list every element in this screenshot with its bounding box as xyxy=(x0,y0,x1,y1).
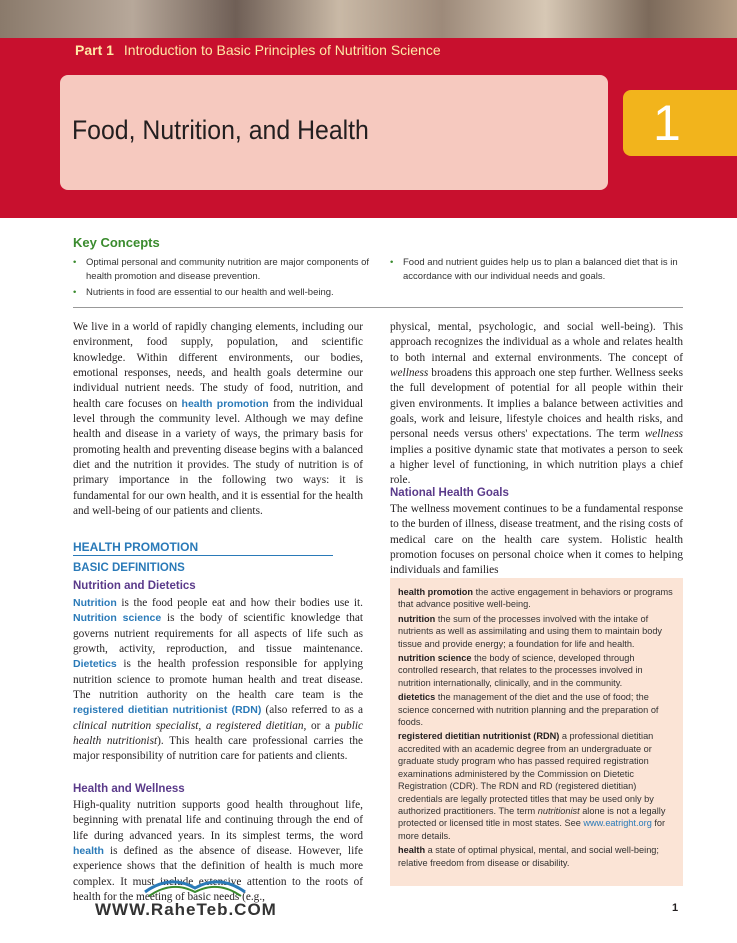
glossary-definition: a state of optimal physical, mental, and social well-being; relative freedom from disease or disability. xyxy=(398,845,659,868)
key-concept-item: • Nutrients in food are essential to our health and well-being. xyxy=(73,286,373,300)
glossary-definition: the sum of the processes involved with the intake of nutrients as well as assimilating and using them to maintain body tissue and provide energy; a foundation for life and health. xyxy=(398,613,663,649)
watermark xyxy=(75,870,325,922)
text: is defined as the absence of disease. However, life experience shows that the definition of health is much more complex. It must include extensive attention to the roots of health for the meeting of basic needs (e.g., xyxy=(73,845,363,904)
key-concepts-right xyxy=(390,256,690,286)
text: is the health profession responsible for applying nutrition science to promote human health and treat disease. The nutrition authority on the health care team is the xyxy=(73,658,363,702)
key-concept-item: • Optimal personal and community nutrition are major components of health promotion and disease prevention. xyxy=(73,256,373,284)
part-title: Introduction to Basic Principles of Nutrition Science xyxy=(123,42,441,58)
chapter-title: Food, Nutrition, and Health xyxy=(72,115,369,145)
national-goals-text: The wellness movement continues to be a fundamental response to the burden of illness, disease treatment, and the rising costs of medical care on the health care system. Holistic health promotion focuses on personal choice when it comes to helping individuals and families xyxy=(390,503,683,577)
glossary-term: registered dietitian nutritionist (RDN) xyxy=(398,731,560,742)
keyword-health-promotion: health promotion xyxy=(181,397,269,410)
glossary-entry xyxy=(398,844,673,869)
text: for more details. xyxy=(398,818,666,841)
italic-text: nutritionist xyxy=(537,805,580,816)
keyword-rdn: registered dietitian nutritionist (RDN) xyxy=(73,704,262,717)
text: or a xyxy=(306,719,335,732)
keyword-health: health xyxy=(73,845,104,858)
key-concepts-left xyxy=(73,256,373,302)
divider-rule xyxy=(73,307,683,308)
glossary-term: dietetics xyxy=(398,692,436,703)
key-concept-item: • Food and nutrient guides help us to plan a balanced diet that is in accordance with our individual needs and goals. xyxy=(390,256,690,284)
part-heading xyxy=(75,42,441,58)
text: broadens this approach one step further. Wellness seeks the full development of potential for all people within their given environments. It implies a balance between activities and goals, work and leisure, lifestyle choices and health risks, and personal needs versus others' expectations. The term xyxy=(390,367,683,441)
glossary-box xyxy=(390,578,683,886)
chapter-number-box xyxy=(623,90,737,156)
subheading-national-health-goals: National Health Goals xyxy=(390,487,509,499)
section-heading-health-promotion: HEALTH PROMOTION xyxy=(73,540,333,556)
national-goals-paragraph xyxy=(390,502,683,579)
glossary-term: health xyxy=(398,845,426,856)
glossary-term: nutrition science xyxy=(398,653,472,664)
chapter-title-box xyxy=(60,75,608,190)
header-photo-strip xyxy=(0,0,737,38)
glossary-term: nutrition xyxy=(398,613,436,624)
text: implies a positive dynamic state that motivates a person to seek a higher level of functioning, in which nutrition plays a chief role. xyxy=(390,443,683,487)
subheading-health-wellness: Health and Wellness xyxy=(73,783,185,795)
glossary-entry xyxy=(398,691,673,728)
keyword-nutrition-science: Nutrition science xyxy=(73,612,162,625)
text: (also referred to as a xyxy=(261,704,363,717)
glossary-definition xyxy=(398,731,665,840)
left-column xyxy=(73,320,363,519)
text: is the body of scientific knowledge that governs nutrient requirements for all aspects of life such as growth, activity, reproduction, and tissue maintenance. xyxy=(73,612,364,656)
text: a professional dietitian accredited with an academic degree from an undergraduate or graduate study program who has passed required registration examinations administered by the Commission on Dietetic Registration (CDR). The RDN and RD (registered dietitian) credentials are legally protected titles that may be used only by authorized practitioners. The term xyxy=(398,731,654,816)
intro-text-a: We live in a world of rapidly changing elements, including our environment, food supply, population, and scientific knowledge. Within different environments, our bodies, emotional responses, needs, and health goals determine our individual nutrient needs. The study of food, nutrition, and health care focuses on xyxy=(73,321,363,410)
chapter-number: 1 xyxy=(653,95,681,151)
glossary-definition: the body of science, developed through controlled research, that relates to the processes involved in nutrition internationally, clinically, and in the community. xyxy=(398,653,643,688)
page-number: 1 xyxy=(672,902,679,914)
book-logo-icon xyxy=(135,870,255,900)
glossary-definition: the active engagement in behaviors or programs that advance positive well-being. xyxy=(398,587,673,610)
italic-text: wellness xyxy=(644,428,683,441)
text: High-quality nutrition supports good health throughout life, beginning with prenatal life and continuing through the end of life during advanced years. In its simplest terms, the word xyxy=(73,799,363,842)
glossary-entry xyxy=(398,730,673,842)
nutrition-dietetics-paragraph xyxy=(73,596,363,765)
text: alone is not a legally protected or licensed title in most states. See xyxy=(398,805,666,829)
intro-paragraph xyxy=(73,320,363,519)
intro-text-b: from the individual level through the community level. Although we may define health and disease in a variety of ways, the primary basis for promoting health and preventing disease begins with a balanced diet and the nutrition it provides. The study of nutrition is of primary importance in the following two ways: it is fundamental for our own health, and it is essential for the health and well-being of our patients and clients. xyxy=(73,397,364,518)
section-heading-basic-definitions: BASIC DEFINITIONS xyxy=(73,562,185,574)
watermark-url: WWW.RaheTeb.COM xyxy=(95,900,277,919)
keyword-nutrition: Nutrition xyxy=(73,597,117,609)
glossary-definition: the management of the diet and the use of food; the science concerned with nutrition planning and the preparation of foods. xyxy=(398,692,659,728)
glossary-entry xyxy=(398,613,673,650)
glossary-entry xyxy=(398,652,673,689)
glossary-entry xyxy=(398,586,673,611)
italic-text: clinical nutrition specialist, a registered dietitian, xyxy=(73,719,307,732)
text: is the food people eat and how their bodies use it. xyxy=(116,597,363,609)
text: ). This health care professional carries the major responsibility of nutrition care for patients and clients. xyxy=(73,735,364,763)
key-concepts-title: Key Concepts xyxy=(73,235,160,250)
italic-text: public health nutritionist xyxy=(73,719,363,748)
keyword-dietetics: Dietetics xyxy=(73,658,117,671)
italic-text: wellness xyxy=(390,367,429,380)
glossary-term: health promotion xyxy=(398,587,474,597)
right-column-paragraph xyxy=(390,320,683,489)
subheading-nutrition-dietetics: Nutrition and Dietetics xyxy=(73,580,196,592)
eatright-link[interactable]: www.eatright.org xyxy=(583,818,652,829)
text: physical, mental, psychologic, and social well-being). This approach recognizes the individual as a whole and relates health to both internal and external environments. The concept of xyxy=(390,321,683,364)
part-label: Part 1 xyxy=(75,42,114,58)
